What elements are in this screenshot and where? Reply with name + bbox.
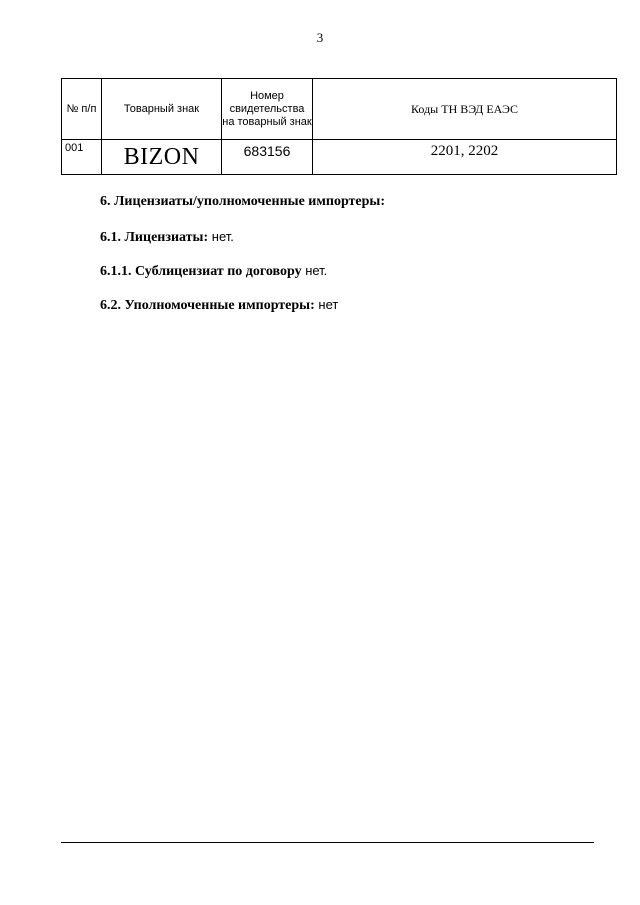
table-header-row (62, 79, 617, 140)
section-6-2-value: нет (314, 297, 339, 312)
section-6-1-title: 6.1. Лицензиаты: (100, 230, 209, 245)
table-row (62, 140, 617, 175)
section-6 (100, 194, 385, 210)
section-6-1-1-value: нет. (301, 263, 328, 278)
section-6-1-1 (100, 263, 327, 280)
page-number: 3 (316, 30, 324, 45)
header-mark: Товарный знак (102, 79, 222, 140)
header-codes: Коды ТН ВЭД ЕАЭС (313, 79, 617, 140)
section-6-title: 6. Лицензиаты/уполномоченные импортеры: (100, 194, 386, 209)
section-6-2-title: 6.2. Уполномоченные импортеры: (100, 298, 315, 313)
row-codes: 2201, 2202 (313, 140, 617, 175)
row-num: 001 (62, 140, 102, 175)
header-cert: Номер свидетельства на товарный знак (222, 79, 313, 140)
section-6-2 (100, 297, 338, 314)
trademark-table (61, 78, 617, 175)
row-certificate: 683156 (222, 140, 313, 175)
footer-divider (61, 842, 594, 843)
section-6-1-value: нет. (208, 229, 234, 244)
section-6-1 (100, 229, 234, 246)
row-trademark: BIZON (102, 140, 222, 175)
header-num: № п/п (62, 79, 102, 140)
section-6-1-1-title: 6.1.1. Сублицензиат по договору (100, 264, 302, 279)
